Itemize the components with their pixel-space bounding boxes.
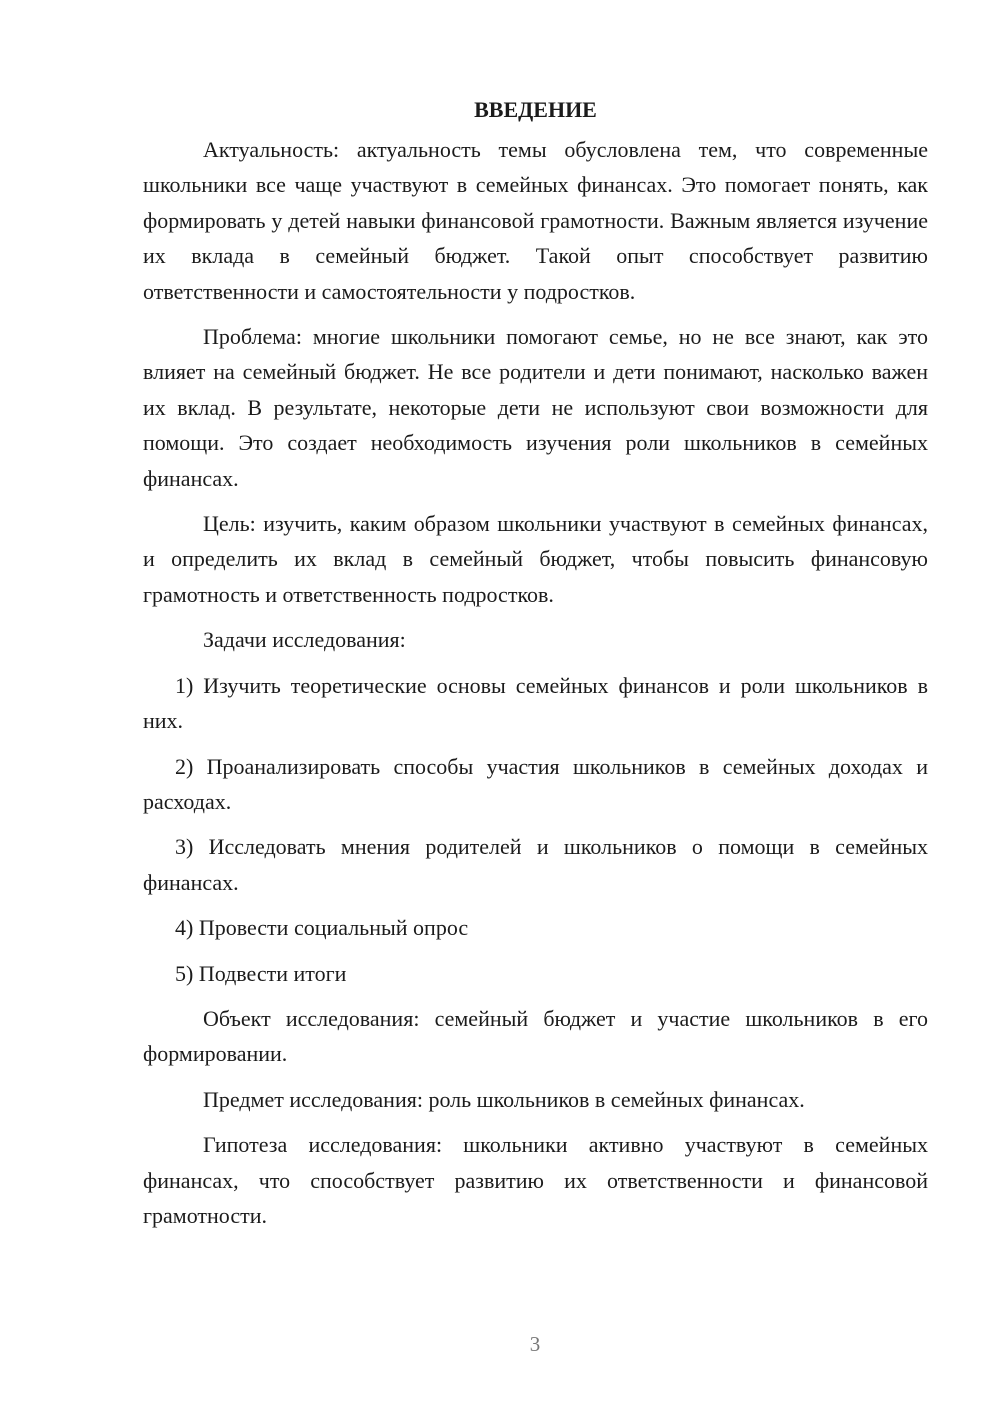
task-item-4: 4) Провести социальный опрос <box>175 915 469 941</box>
paragraph-problem: Проблема: многие школьники помогают семье, но не все знают, как это влияет на семейный бюджет. Не все родители и дети понимают, насколько важен их вклад. В результате, некоторые дети не используют свои возможности для помощи. Это создает необходимость изучения роли школьников в семейных финансах. <box>143 324 928 491</box>
paragraph-relevance: Актуальность: актуальность темы обусловлена тем, что современные школьники все чаще участвуют в семейных финансах. Это помогает понять, как формировать у детей навыки финансовой грамотности. Важным является изучение их вклада в семейный бюджет. Такой опыт способствует развитию ответственности и самостоятельности у подростков. <box>143 137 928 304</box>
document-page <box>143 92 928 1243</box>
task-item-3: 3) Исследовать мнения родителей и школьников о помощи в семейных финансах. <box>143 834 928 895</box>
page-title: ВВЕДЕНИЕ <box>474 97 597 122</box>
task-item-2: 2) Проанализировать способы участия школьников в семейных доходах и расходах. <box>143 753 928 814</box>
paragraph-object: Объект исследования: семейный бюджет и участие школьников в его формировании. <box>143 1005 928 1067</box>
paragraph-subject: Предмет исследования: роль школьников в семейных финансах. <box>203 1086 805 1112</box>
paragraph-hypothesis: Гипотеза исследования: школьники активно участвуют в семейных финансах, что способствует развитию их ответственности и финансовой грамотности. <box>143 1132 928 1228</box>
task-item-1: 1) Изучить теоретические основы семейных финансов и роли школьников в них. <box>143 672 928 734</box>
page-number: 3 <box>529 1332 541 1356</box>
tasks-heading: Задачи исследования: <box>203 627 406 653</box>
task-item-5: 5) Подвести итоги <box>175 960 347 986</box>
paragraph-goal: Цель: изучить, каким образом школьники участвуют в семейных финансах, и определить их вклад в семейный бюджет, чтобы повысить финансовую грамотность и ответственность подростков. <box>143 511 928 607</box>
